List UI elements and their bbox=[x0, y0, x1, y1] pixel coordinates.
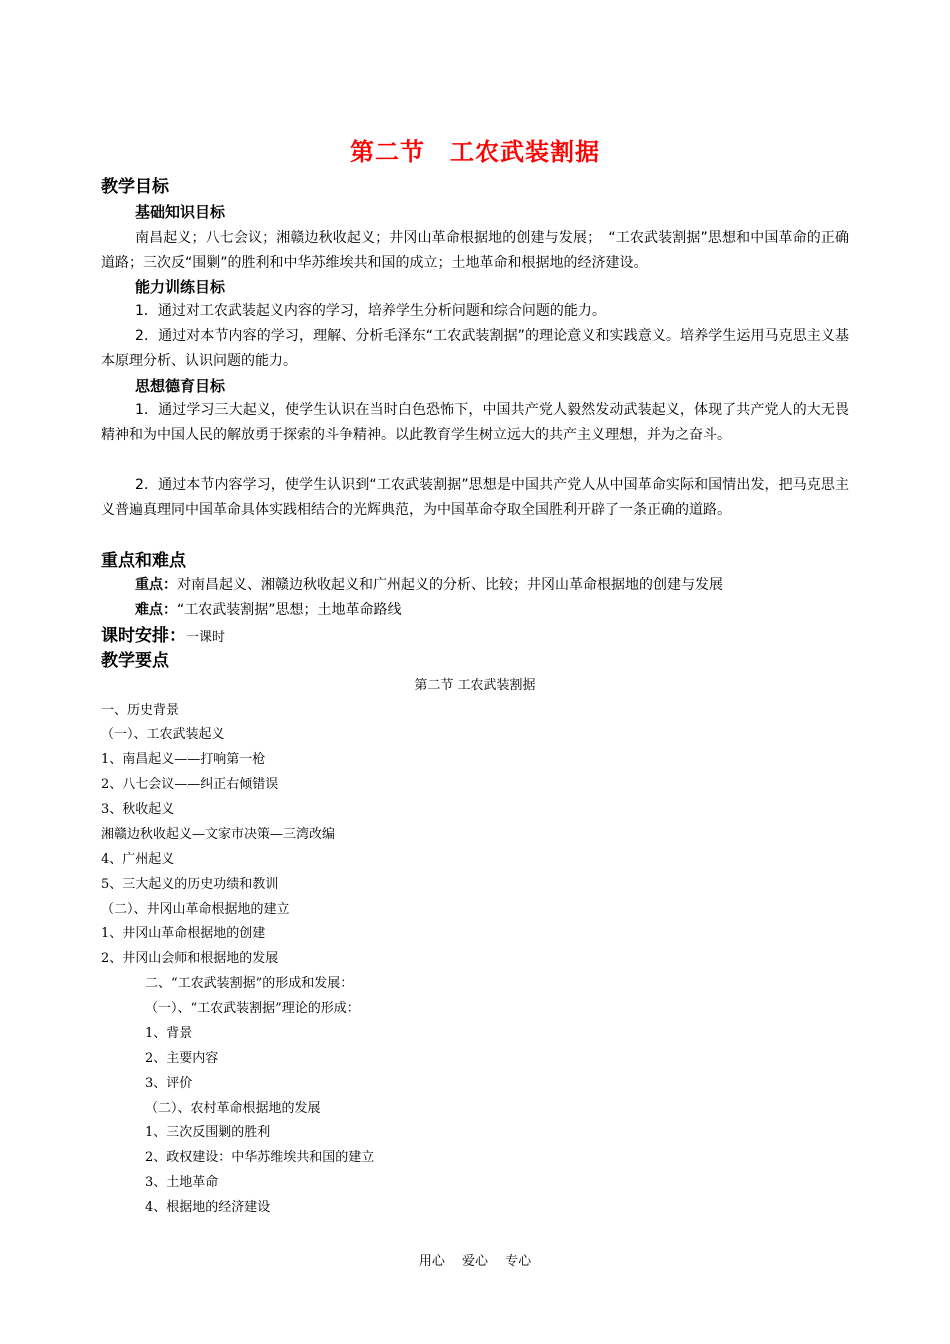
outline-item: 2、主要内容 bbox=[145, 1051, 219, 1066]
outline-item: 4、根据地的经济建设 bbox=[145, 1200, 271, 1215]
schedule-line bbox=[101, 625, 225, 649]
outline-item: 一、历史背景 bbox=[101, 703, 180, 718]
outline-item: 4、广州起义 bbox=[101, 852, 175, 867]
outline-item: 2、井冈山会师和根据地的发展 bbox=[101, 951, 279, 966]
page-title: 第二节 工农武装割据 bbox=[350, 138, 600, 166]
moral-item-2: 2．通过本节内容学习，使学生认识到“工农武装割据”思想是中国共产党人从中国革命实际和国情出发，把马克思主义普遍真理同中国革命具体实践相结合的光辉典范，为中国革命夺取全国胜利开辟了一条正确的道路。 bbox=[101, 477, 849, 518]
outline-heading: 教学要点 bbox=[101, 651, 169, 671]
objectives-heading: 教学目标 bbox=[101, 177, 169, 197]
difficult-point-label: 难点： bbox=[135, 602, 177, 618]
moral-item-1: 1．通过学习三大起义，使学生认识在当时白色恐怖下，中国共产党人毅然发动武装起义，体现了共产党人的大无畏精神和为中国人民的解放勇于探索的斗争精神。以此教育学生树立远大的共产主义理想，并为之奋斗。 bbox=[101, 402, 849, 443]
key-point-line bbox=[135, 575, 723, 595]
outline-item: 3、秋收起义 bbox=[101, 802, 175, 817]
key-points-heading: 重点和难点 bbox=[101, 551, 186, 571]
schedule-value: 一课时 bbox=[186, 630, 226, 645]
page-footer: 用心 爱心 专心 bbox=[418, 1254, 532, 1269]
outline-item: 湘赣边秋收起义—文家市决策—三湾改编 bbox=[101, 827, 336, 842]
outline-item: （二）、井冈山革命根据地的建立 bbox=[101, 902, 290, 917]
outline-item: （一）、工农武装起义 bbox=[101, 727, 225, 742]
outline-item: 1、井冈山革命根据地的创建 bbox=[101, 926, 266, 941]
outline-item: 2、政权建设：中华苏维埃共和国的建立 bbox=[145, 1150, 375, 1165]
outline-item: 3、评价 bbox=[145, 1076, 193, 1091]
difficult-point-line bbox=[135, 600, 402, 620]
knowledge-text: 南昌起义；八七会议；湘赣边秋收起义；井冈山革命根据地的创建与发展； “工农武装割据”思想和中国革命的正确道路；三次反“围剿”的胜利和中华苏维埃共和国的成立；土地革命和根据地的经济建设。 bbox=[101, 230, 849, 271]
outline-item: 二、“工农武装割据”的形成和发展： bbox=[145, 976, 354, 991]
ability-item-1: 1．通过对工农武装起义内容的学习，培养学生分析问题和综合问题的能力。 bbox=[135, 303, 606, 319]
key-point-text: 对南昌起义、湘赣边秋收起义和广州起义的分析、比较；井冈山革命根据地的创建与发展 bbox=[177, 577, 723, 593]
outline-title: 第二节 工农武装割据 bbox=[414, 678, 536, 693]
outline-item: 1、三次反围剿的胜利 bbox=[145, 1125, 271, 1140]
outline-item: 2、八七会议——纠正右倾错误 bbox=[101, 777, 279, 792]
ability-heading: 能力训练目标 bbox=[135, 278, 226, 296]
knowledge-heading: 基础知识目标 bbox=[135, 203, 226, 221]
key-point-label: 重点： bbox=[135, 577, 177, 593]
schedule-label: 课时安排： bbox=[101, 626, 186, 646]
outline-item: 1、南昌起义——打响第一枪 bbox=[101, 752, 266, 767]
outline-item: （二）、农村革命根据地的发展 bbox=[145, 1101, 321, 1116]
difficult-point-text: “工农武装割据”思想；土地革命路线 bbox=[177, 602, 402, 618]
outline-item: 5、三大起义的历史功绩和教训 bbox=[101, 877, 279, 892]
moral-heading: 思想德育目标 bbox=[135, 377, 226, 395]
outline-item: （一）、“工农武装割据”理论的形成： bbox=[145, 1001, 360, 1016]
outline-item: 1、背景 bbox=[145, 1026, 193, 1041]
ability-item-2: 2．通过对本节内容的学习，理解、分析毛泽东“工农武装割据”的理论意义和实践意义。培养学生运用马克思主义基本原理分析、认识问题的能力。 bbox=[101, 328, 849, 369]
outline-item: 3、土地革命 bbox=[145, 1175, 219, 1190]
